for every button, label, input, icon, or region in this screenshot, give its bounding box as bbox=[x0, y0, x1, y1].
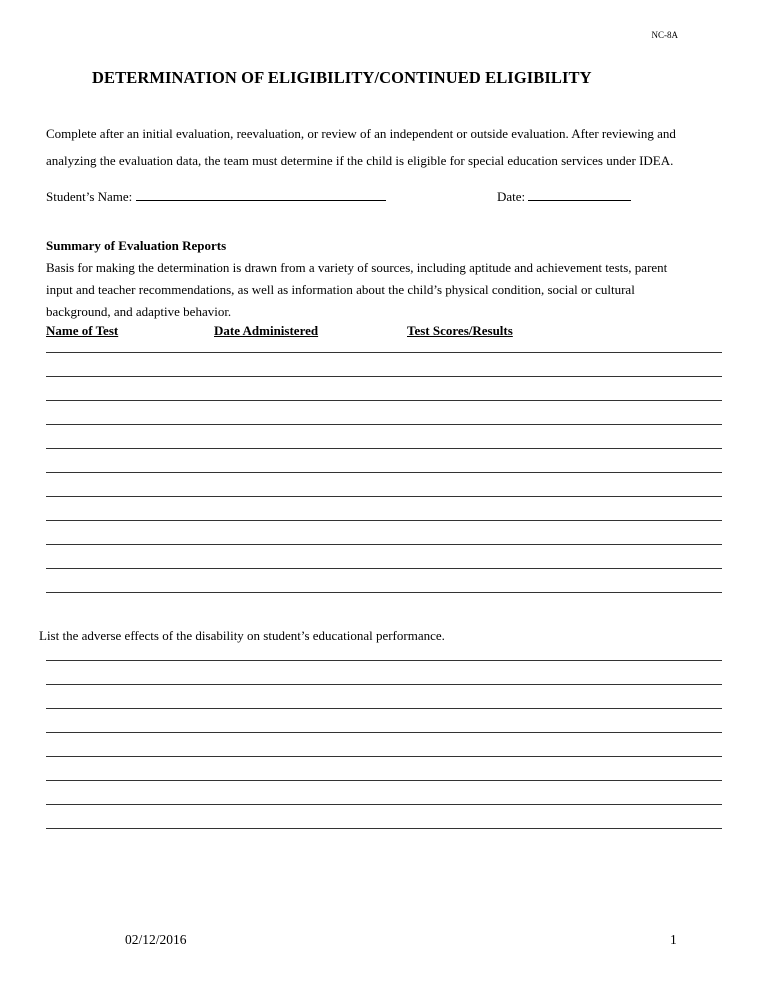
date-label: Date: bbox=[497, 189, 526, 204]
adverse-entry-line[interactable] bbox=[46, 684, 722, 685]
evaluation-entry-line[interactable] bbox=[46, 568, 722, 569]
evaluation-entry-line[interactable] bbox=[46, 544, 722, 545]
summary-line: background, and adaptive behavior. bbox=[46, 304, 232, 319]
summary-section bbox=[46, 235, 736, 323]
summary-heading: Summary of Evaluation Reports bbox=[46, 238, 227, 253]
evaluation-entry-line[interactable] bbox=[46, 424, 722, 425]
column-header-date-administered: Date Administered bbox=[214, 323, 319, 338]
adverse-entry-line[interactable] bbox=[46, 804, 722, 805]
evaluation-entry-line[interactable] bbox=[46, 496, 722, 497]
date-row bbox=[497, 188, 631, 205]
student-name-label: Student’s Name: bbox=[46, 189, 133, 204]
adverse-effects-prompt: List the adverse effects of the disability on student’s educational performance. bbox=[39, 628, 445, 643]
page-title: DETERMINATION OF ELIGIBILITY/CONTINUED ELIGIBILITY bbox=[92, 68, 592, 87]
student-name-field[interactable] bbox=[136, 188, 386, 201]
evaluation-entry-line[interactable] bbox=[46, 592, 722, 593]
summary-line: Basis for making the determination is drawn from a variety of sources, including aptitude and achievement tests, parent bbox=[46, 260, 668, 275]
adverse-entry-line[interactable] bbox=[46, 660, 722, 661]
adverse-entry-line[interactable] bbox=[46, 708, 722, 709]
column-header-test-scores: Test Scores/Results bbox=[407, 323, 513, 338]
column-header-name-of-test: Name of Test bbox=[46, 323, 119, 338]
evaluation-entry-line[interactable] bbox=[46, 352, 722, 353]
page-number: 1 bbox=[670, 932, 677, 947]
adverse-entry-line[interactable] bbox=[46, 756, 722, 757]
intro-line: Complete after an initial evaluation, reevaluation, or review of an independent or outside evaluation. After reviewing and bbox=[46, 126, 676, 141]
evaluation-entry-line[interactable] bbox=[46, 520, 722, 521]
evaluation-entry-line[interactable] bbox=[46, 472, 722, 473]
intro-line: analyzing the evaluation data, the team must determine if the child is eligible for special education services under IDEA. bbox=[46, 153, 674, 168]
date-field[interactable] bbox=[528, 188, 631, 201]
form-code: NC-8A bbox=[651, 30, 678, 40]
adverse-entry-line[interactable] bbox=[46, 828, 722, 829]
adverse-entry-line[interactable] bbox=[46, 780, 722, 781]
intro-instructions bbox=[46, 120, 736, 174]
evaluation-entry-line[interactable] bbox=[46, 376, 722, 377]
evaluation-entry-line[interactable] bbox=[46, 448, 722, 449]
evaluation-entry-line[interactable] bbox=[46, 400, 722, 401]
student-name-row bbox=[46, 188, 386, 205]
adverse-entry-line[interactable] bbox=[46, 732, 722, 733]
summary-line: input and teacher recommendations, as well as information about the child’s physical condition, social or cultural bbox=[46, 282, 635, 297]
footer-date: 02/12/2016 bbox=[125, 932, 187, 947]
